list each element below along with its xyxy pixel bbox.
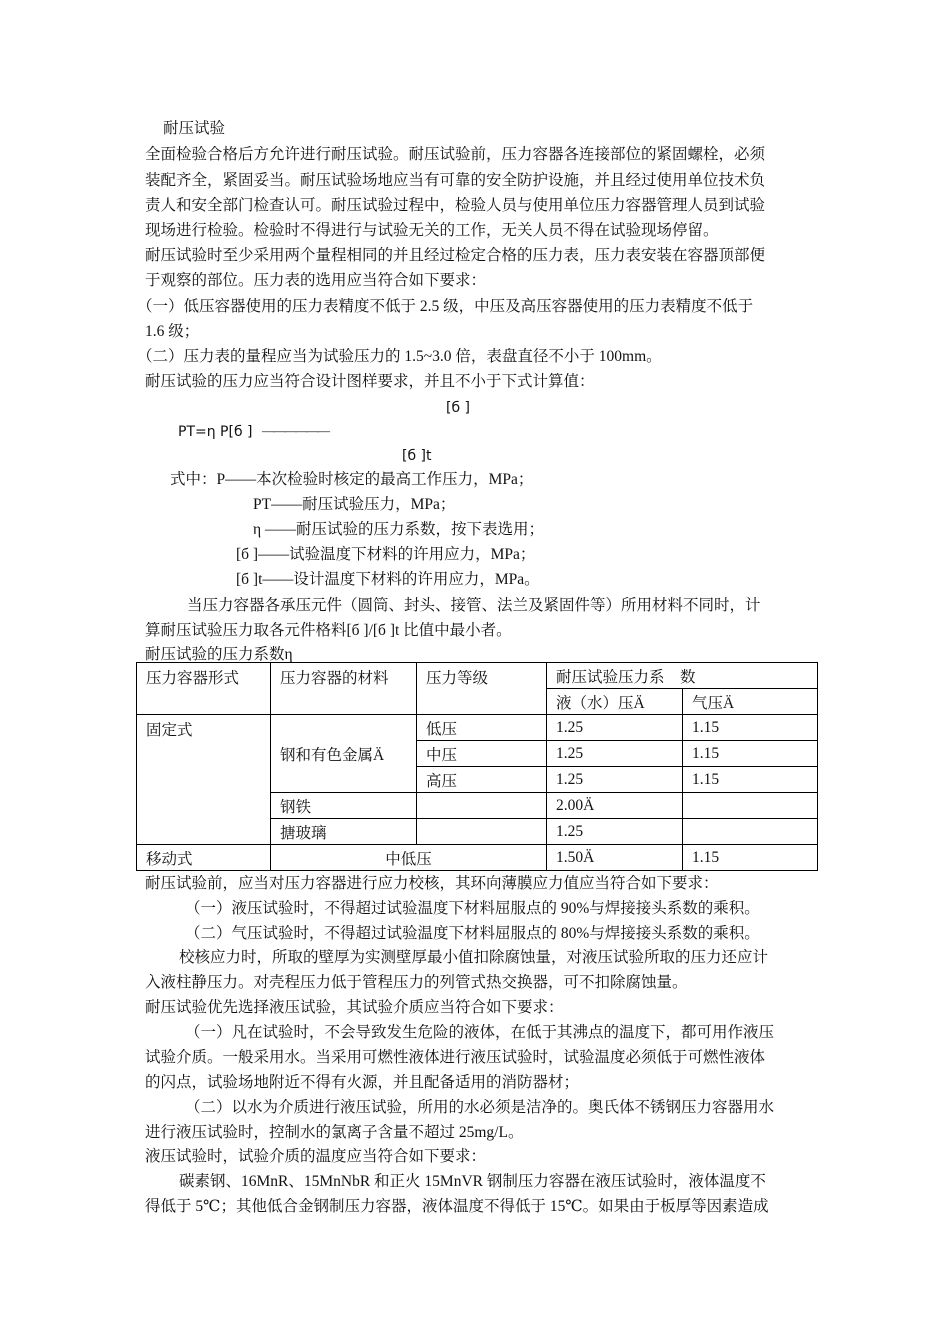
cell-enamel: 搪玻璃 [271,819,417,845]
header-coefficient: 耐压试验压力系 数 [547,663,818,689]
cell-fixed: 固定式 [137,715,271,845]
legend-stress-t: [б ]t——设计温度下材料的许用应力，MPa。 [236,571,540,588]
medium-requirement-2-line: 进行液压试验时，控制水的氯离子含量不超过 25mg/L。 [145,1124,524,1141]
cell-mobile-liquid: 1.50Ä [547,845,683,871]
paragraph-line: 得低于 5℃；其他低合金钢制压力容器，液体温度不得低于 15℃。如果由于板厚等因素造成 [145,1198,769,1215]
cell-empty [683,819,818,845]
paragraph-line: 入液柱静压力。对壳程压力低于管程压力的列管式热交换器，可不扣除腐蚀量。 [145,974,688,991]
legend-stress: [б ]——试验温度下材料的许用应力，MPa； [236,546,536,563]
medium-requirement-2-line: （二）以水为介质进行液压试验，所用的水必须是洁净的。奥氏体不锈钢压力容器用水 [185,1099,775,1116]
paragraph-line: 于观察的部位。压力表的选用应当符合如下要求： [145,272,487,289]
cell-empty [683,793,818,819]
cell-high-liquid: 1.25 [547,767,683,793]
paragraph-line: 校核应力时，所取的壁厚为实测壁厚最小值扣除腐蚀量，对液压试验所取的压力还应计 [179,949,769,966]
paragraph-line: 耐压试验时至少采用两个量程相同的并且经过检定合格的压力表，压力表安装在容器顶部便 [145,247,766,264]
stress-requirement-1: （一）液压试验时，不得超过试验温度下材料屈服点的 90%与焊接接头系数的乘积。 [185,900,760,917]
cell-high: 高压 [417,767,547,793]
requirement-2: （二）压力表的量程应当为试验压力的 1.5~3.0 倍，表盘直径不小于 100mm。 [137,348,662,365]
section-title: 耐压试验 [163,120,226,137]
header-form: 压力容器形式 [137,663,271,715]
formula-denominator: [б ]t [402,448,432,464]
cell-mid: 中压 [417,741,547,767]
cell-mid-liquid: 1.25 [547,741,683,767]
cell-low-gas: 1.15 [683,715,818,741]
medium-requirement-1-line: 的闪点，试验场地附近不得有火源，并且配备适用的消防器材； [145,1074,580,1091]
medium-requirement-1-line: （一）凡在试验时，不会导致发生危险的液体，在低于其沸点的温度下，都可用作液压 [185,1024,775,1041]
pressure-coefficient-table [136,662,818,871]
cell-empty [417,793,547,819]
formula-intro: 耐压试验的压力应当符合设计图样要求，并且不小于下式计算值： [145,373,595,390]
requirement-1-line: （一）低压容器使用的压力表精度不低于 2.5 级，中压及高压容器使用的压力表精度不低于 [137,298,754,315]
cell-high-gas: 1.15 [683,767,818,793]
paragraph-line: 当压力容器各承压元件（圆筒、封头、接管、法兰及紧固件等）所用材料不同时，计 [187,597,761,614]
formula-main: PT=η P[б ] [178,424,253,440]
paragraph-line: 装配齐全，紧固妥当。耐压试验场地应当有可靠的安全防护设施，并且经过使用单位技术负 [145,172,766,189]
cell-cast-iron-liquid: 2.00Ä [547,793,683,819]
paragraph-line: 耐压试验优先选择液压试验，其试验介质应当符合如下要求： [145,999,564,1016]
stress-requirement-2: （二）气压试验时，不得超过试验温度下材料屈服点的 80%与焊接接头系数的乘积。 [185,925,760,942]
medium-requirement-1-line: 试验介质。一般采用水。当采用可燃性液体进行液压试验时，试验温度必须低于可燃性液体 [145,1049,766,1066]
cell-cast-iron: 钢铁 [271,793,417,819]
formula-fraction-line: —————— [262,423,328,438]
header-gas: 气压Ä [683,689,818,715]
table-row [137,845,818,871]
cell-mid-gas: 1.15 [683,741,818,767]
cell-low-liquid: 1.25 [547,715,683,741]
paragraph-line: 责人和安全部门检查认可。耐压试验过程中，检验人员与使用单位压力容器管理人员到试验 [145,197,766,214]
formula-numerator: [б ] [446,400,471,416]
cell-low: 低压 [417,715,547,741]
cell-empty [417,819,547,845]
cell-mobile: 移动式 [137,845,271,871]
legend-pt: PT——耐压试验压力，MPa； [253,496,456,513]
cell-enamel-liquid: 1.25 [547,819,683,845]
paragraph-line: 耐压试验前，应当对压力容器进行应力校核，其环向薄膜应力值应当符合如下要求： [145,875,719,892]
paragraph-line: 碳素钢、16MnR、15MnNbR 和正火 15MnVR 钢制压力容器在液压试验时，液体温度不 [179,1173,766,1190]
cell-mobile-grade: 中低压 [271,845,547,871]
paragraph-line: 液压试验时，试验介质的温度应当符合如下要求： [145,1148,487,1165]
cell-mobile-gas: 1.15 [683,845,818,871]
table-header-row [137,663,818,689]
legend-p: 式中：P——本次检验时核定的最高工作压力，MPa； [170,471,534,488]
legend-eta: η ——耐压试验的压力系数，按下表选用； [253,521,544,538]
header-grade: 压力等级 [417,663,547,715]
paragraph-line: 全面检验合格后方允许进行耐压试验。耐压试验前，压力容器各连接部位的紧固螺栓，必须 [145,146,766,163]
table-caption: 耐压试验的压力系数η [145,646,293,663]
header-liquid: 液（水）压Ä [547,689,683,715]
cell-steel-nonferrous: 钢和有色金属Ä [271,715,417,793]
requirement-1-line: 1.6 级； [145,323,200,340]
table-row [137,715,818,741]
paragraph-line: 算耐压试验压力取各元件格料[б ]/[б ]t 比值中最小者。 [145,622,512,639]
paragraph-line: 现场进行检验。检验时不得进行与试验无关的工作，无关人员不得在试验现场停留。 [145,222,719,239]
header-material: 压力容器的材料 [271,663,417,715]
